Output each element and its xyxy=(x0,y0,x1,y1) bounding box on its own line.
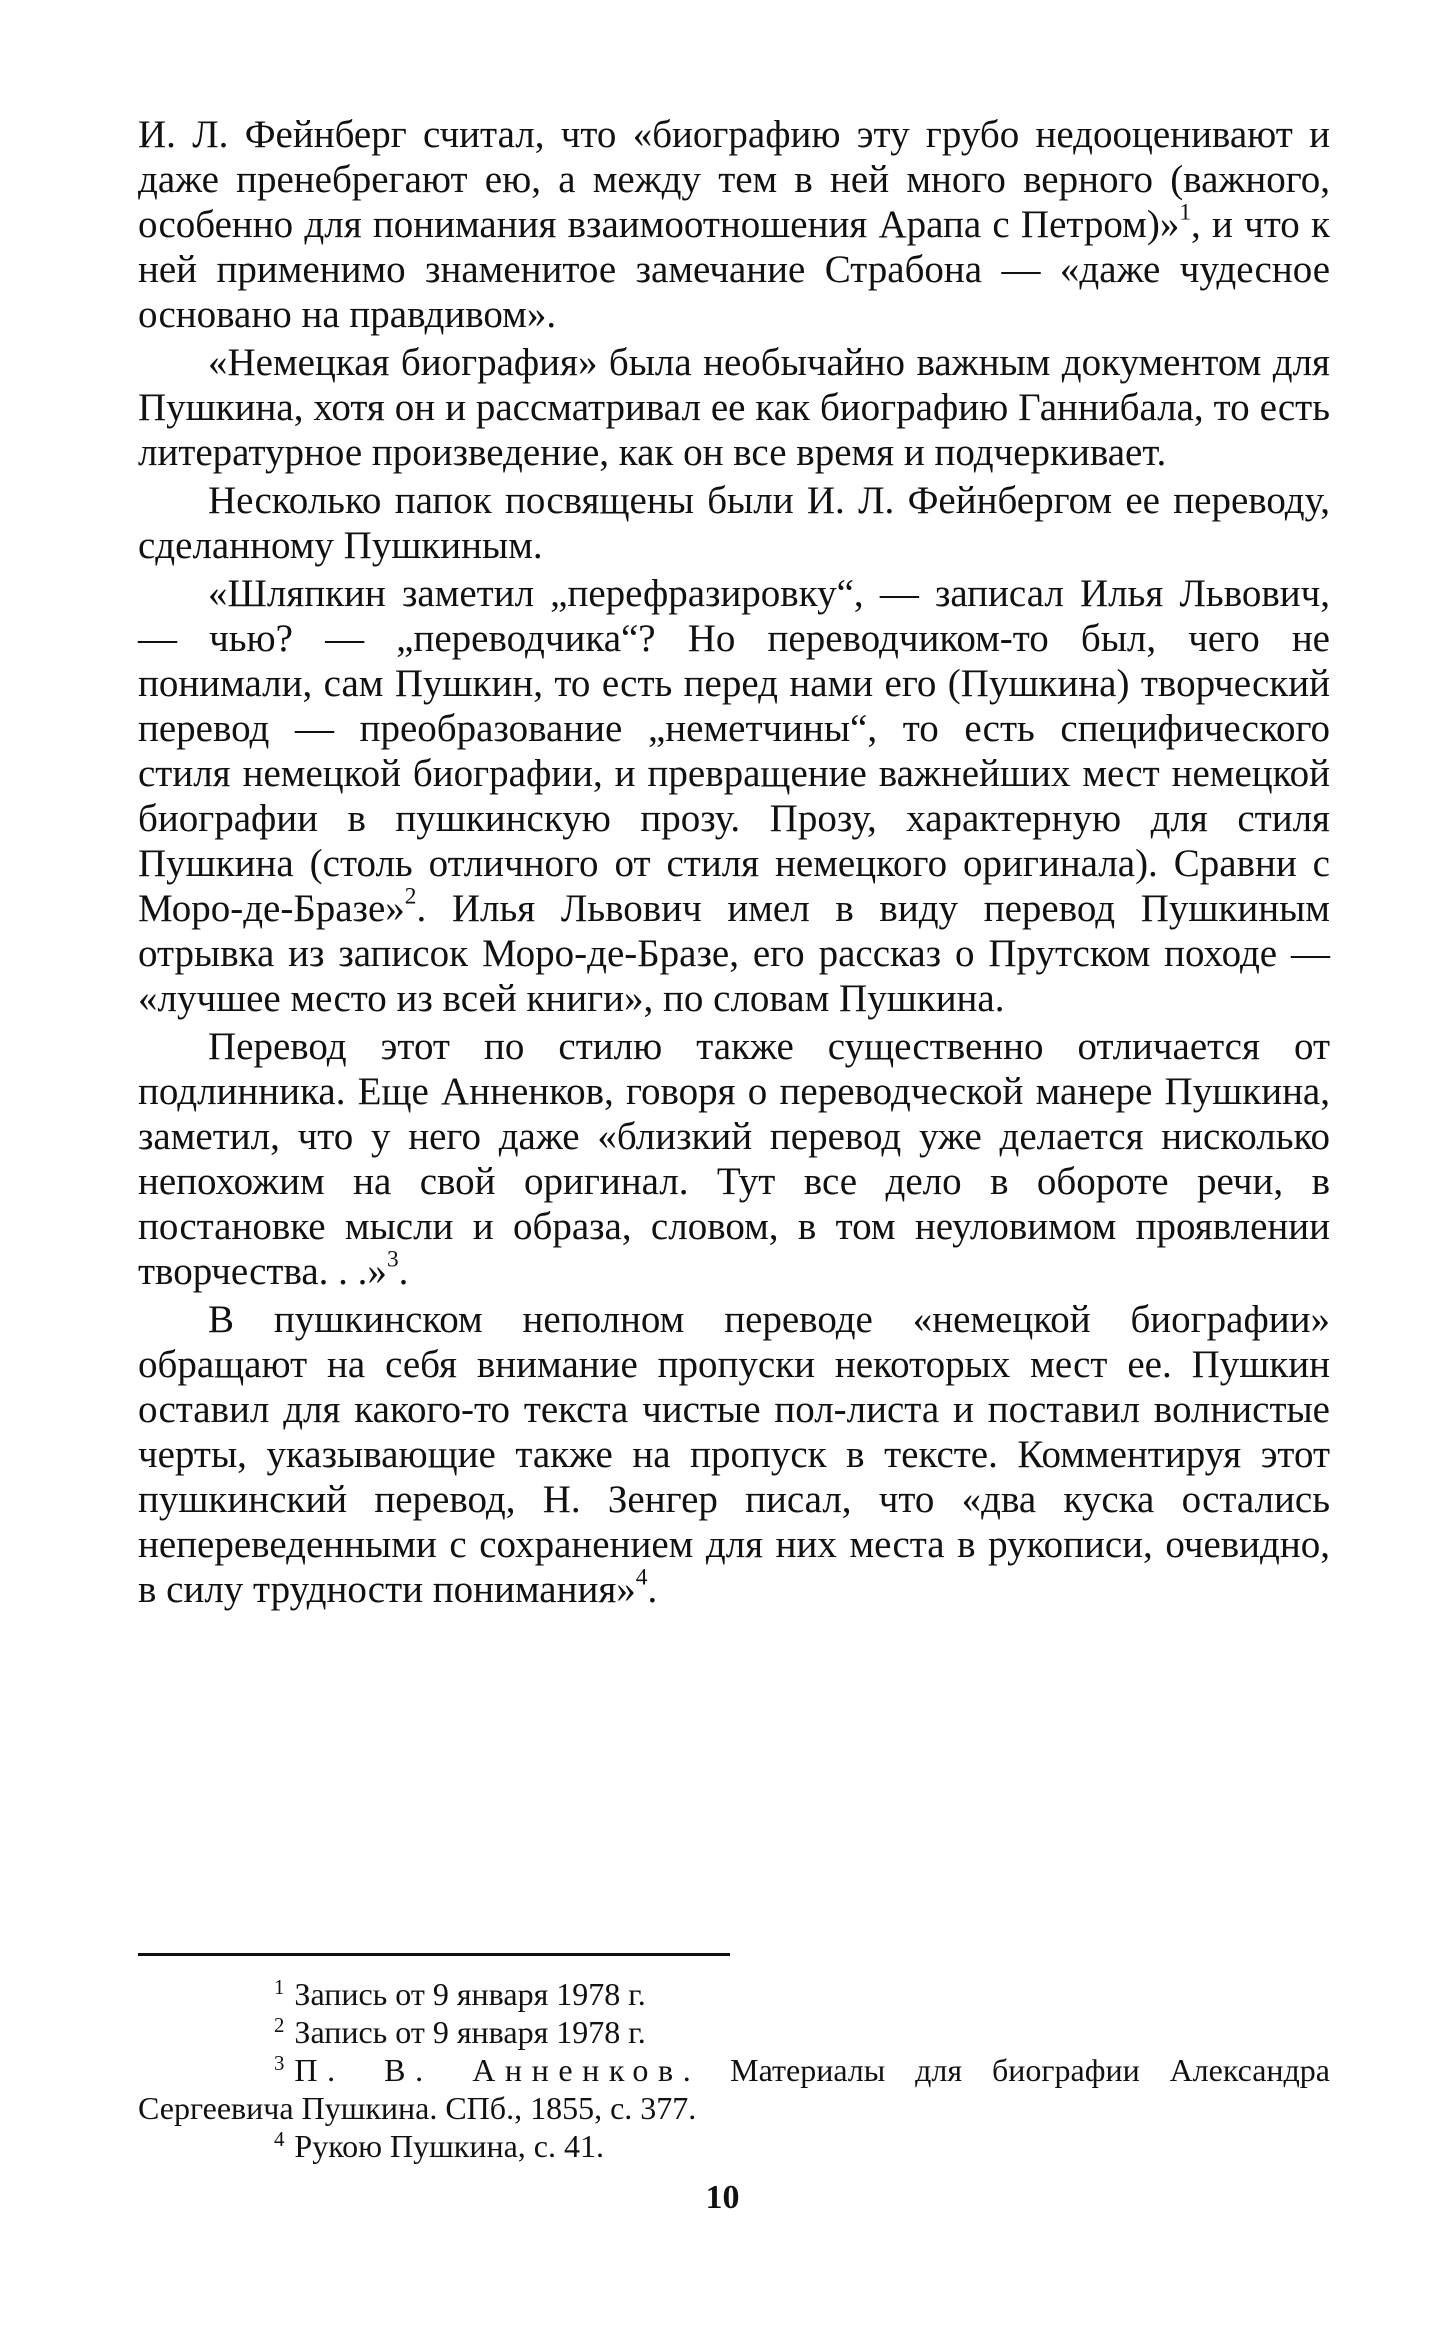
paragraph xyxy=(138,1024,1330,1294)
footnote-divider xyxy=(138,1953,730,1956)
footnote: 2 Запись от 9 января 1978 г. xyxy=(274,2013,646,2050)
paragraph-text: И. Л. Фейнберг считал, что «биографию эту грубо недооценивают и даже пренебрегают ею, а между тем в ней много верного (важного, особенно для понимания взаимоотношения Арапа с Петром)» xyxy=(138,113,1330,246)
footnote-text: Запись от 9 января 1978 г. xyxy=(294,1976,646,2012)
page-number: 10 xyxy=(705,2179,740,2216)
paragraph-text: Перевод этот по стилю также существенно отличается от подлинника. Еще Анненков, говоря о переводческой манере Пушкина, заметил, что у него даже «близкий перевод уже делается нисколько непохожим на свой оригинал. Тут все дело в обороте речи, в постановке мысли и образа, словом, в том неуловимом проявлении творчества. . .» xyxy=(138,1025,1330,1293)
paragraph-text: , и что к ней применимо знаменитое замечание Страбона — «даже чудесное основано на правдивом». xyxy=(138,203,1330,336)
footnotes xyxy=(138,1975,1330,2165)
paragraph-text: . xyxy=(398,1250,409,1293)
body-text xyxy=(138,112,1330,1615)
paragraph-text: «Шляпкин заметил „перефразировку“, — записал Илья Львович, — чью? — „переводчика“? Но переводчиком-то был, чего не понимали, сам Пушкин, то есть перед нами его (Пушкина) творческий перевод — преобразование „неметчины“, то есть специфического стиля немецкой биографии, и превращение важнейших мест немецкой биографии в пушкинскую прозу. Прозу, характерную для стиля Пушкина (столь отличного от стиля немецкого оригинала). Сравни с Моро-де-Бразе» xyxy=(138,572,1330,930)
paragraph-text: . xyxy=(647,1568,658,1611)
paragraph xyxy=(138,571,1330,1021)
footnote-ref: 2 xyxy=(404,883,417,910)
paragraph xyxy=(138,478,1330,568)
paragraph xyxy=(138,340,1330,475)
footnote: 1 Запись от 9 января 1978 г. xyxy=(274,1975,646,2012)
footnote: 3 П. В. Анненков. Материалы для биографии Александра Сергеевича Пушкина. СПб., 1855, с. 377. xyxy=(138,2051,1330,2126)
footnote-text: Рукою Пушкина, с. 41. xyxy=(294,2128,604,2164)
paragraph-text: Несколько папок посвящены были И. Л. Фейнбергом ее переводу, сделанному Пушкиным. xyxy=(138,479,1330,567)
paragraph-text: . Илья Львович имел в виду перевод Пушкиным отрывка из записок Моро-де-Бразе, его рассказ о Прутском походе — «лучшее место из всей книги», по словам Пушкина. xyxy=(138,887,1330,1020)
footnote: 4 Рукою Пушкина, с. 41. xyxy=(274,2127,604,2164)
paragraph-text: В пушкинском неполном переводе «немецкой биографии» обращают на себя внимание пропуски некоторых мест ее. Пушкин оставил для какого-то текста чистые пол-листа и поставил волнистые черты, указывающие также на пропуск в тексте. Комментируя этот пушкинский перевод, Н. Зенгер писал, что «два куска остались непереведенными с сохранением для них места в рукописи, очевидно, в силу трудности понимания» xyxy=(138,1298,1330,1611)
paragraph xyxy=(138,112,1330,337)
paragraph-text: «Немецкая биография» была необычайно важным документом для Пушкина, хотя он и рассматривал ее как биографию Ганнибала, то есть литературное произведение, как он все время и подчеркивает. xyxy=(138,341,1330,474)
paragraph xyxy=(138,1297,1330,1612)
footnote-author: П. В. Анненков. xyxy=(294,2052,701,2088)
footnote-ref: 1 xyxy=(1179,199,1192,226)
footnote-text: Материалы для биографии Александра Сергеевича Пушкина. СПб., 1855, с. 377. xyxy=(138,2052,1330,2126)
footnote-ref: 4 xyxy=(635,1564,648,1591)
footnote-ref: 3 xyxy=(386,1246,399,1273)
footnote-text: Запись от 9 января 1978 г. xyxy=(294,2014,646,2050)
